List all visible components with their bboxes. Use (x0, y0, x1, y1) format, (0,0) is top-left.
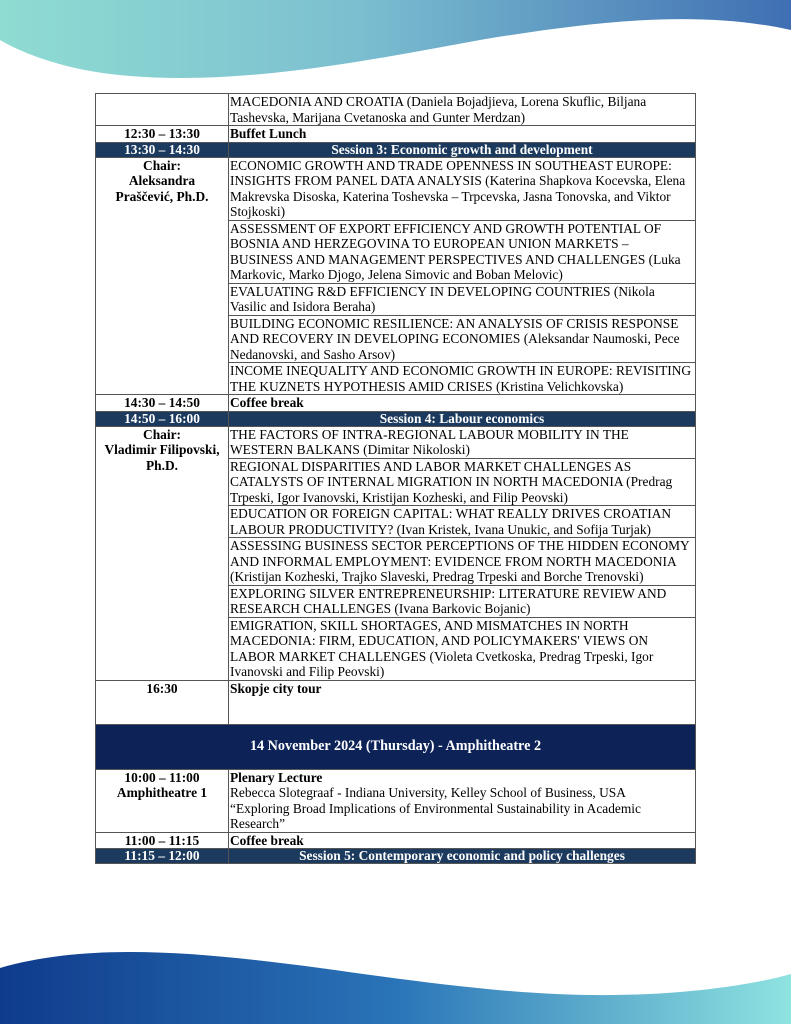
table-row (96, 395, 696, 412)
table-row (96, 126, 696, 143)
table-row (96, 157, 696, 220)
session-4-header (96, 411, 696, 426)
day-header-row (96, 724, 696, 769)
paper-entry: THE FACTORS OF INTRA-REGIONAL LABOUR MOBILITY IN THE WESTERN BALKANS (Dimitar Nikoloski) (229, 426, 696, 458)
bottom-wave-decoration (0, 940, 791, 1024)
plenary-speaker: Rebecca Slotegraaf - Indiana University, Kelley School of Business, USA (230, 785, 626, 800)
table-row (96, 680, 696, 724)
plenary-talk: “Exploring Broad Implications of Environmental Sustainability in Academic Research” (230, 800, 641, 831)
empty-cell (96, 94, 229, 126)
session-3-chair-text: Chair: Aleksandra Praščević, Ph.D. (115, 157, 209, 204)
session-3-time: 13:30 – 14:30 (96, 142, 229, 157)
top-wave-decoration (0, 0, 791, 90)
lunch-time: 12:30 – 13:30 (96, 126, 229, 143)
session-3-header (96, 142, 696, 157)
table-row (96, 426, 696, 458)
paper-entry: REGIONAL DISPARITIES AND LABOR MARKET CHALLENGES AS CATALYSTS OF INTERNAL MIGRATION IN NORTH MACEDONIA (Predrag Trpeski, Igor Ivanovski, Kristijan Kozheski, and Filip Peovski) (229, 458, 696, 506)
lunch-label: Buffet Lunch (229, 126, 696, 143)
table-row (96, 832, 696, 849)
coffee-break-1-label: Coffee break (229, 395, 696, 412)
paper-entry: BUILDING ECONOMIC RESILIENCE: AN ANALYSIS OF CRISIS RESPONSE AND RECOVERY IN DEVELOPING ECONOMIES (Aleksandar Naumoski, Pece Nedanovski, and Sasho Arsov) (229, 315, 696, 363)
paper-entry: EVALUATING R&D EFFICIENCY IN DEVELOPING COUNTRIES (Nikola Vasilic and Isidora Beraha) (229, 283, 696, 315)
session-4-chair (96, 426, 229, 680)
coffee-break-2-time: 11:00 – 11:15 (96, 832, 229, 849)
day-header: 14 November 2024 (Thursday) - Amphitheatre 2 (96, 724, 696, 769)
plenary-time: 10:00 – 11:00 (124, 769, 200, 785)
session-4-chair-text: Chair: Vladimir Filipovski, Ph.D. (104, 426, 220, 473)
session-5-title: Session 5: Contemporary economic and policy challenges (229, 849, 696, 864)
session-4-time: 14:50 – 16:00 (96, 411, 229, 426)
paper-entry: INCOME INEQUALITY AND ECONOMIC GROWTH IN EUROPE: REVISITING THE KUZNETS HYPOTHESIS AMID CRISES (Kristina Velichkovska) (229, 363, 696, 395)
session-3-chair (96, 157, 229, 395)
session-3-title: Session 3: Economic growth and development (229, 142, 696, 157)
table-row (96, 769, 696, 832)
paper-entry: ECONOMIC GROWTH AND TRADE OPENNESS IN SOUTHEAST EUROPE: INSIGHTS FROM PANEL DATA ANALYSIS (Katerina Shapkova Kocevska, Elena Makrevska Disoska, Katerina Toshevska – Trpcevska, Jasna Tonovska, and Viktor Stojkoski) (229, 157, 696, 220)
paper-entry: EMIGRATION, SKILL SHORTAGES, AND MISMATCHES IN NORTH MACEDONIA: FIRM, EDUCATION, AND POLICYMAKERS' VIEWS ON LABOR MARKET CHALLENGES (Violeta Cvetkoska, Predrag Trpeski, Igor Ivanovski and Filip Peovski) (229, 617, 696, 680)
session-5-time: 11:15 – 12:00 (96, 849, 229, 864)
session-5-header (96, 849, 696, 864)
city-tour-label: Skopje city tour (229, 680, 696, 724)
plenary-room: Amphitheatre 1 (116, 785, 208, 800)
session-4-title: Session 4: Labour economics (229, 411, 696, 426)
table-row (96, 94, 696, 126)
paper-entry: MACEDONIA AND CROATIA (Daniela Bojadjieva, Lorena Skuflic, Biljana Tashevska, Marijana Cvetanoska and Gunter Merdzan) (229, 94, 696, 126)
paper-entry: EXPLORING SILVER ENTREPRENEURSHIP: LITERATURE REVIEW AND RESEARCH CHALLENGES (Ivana Barkovic Bojanic) (229, 585, 696, 617)
paper-entry: ASSESSMENT OF EXPORT EFFICIENCY AND GROWTH POTENTIAL OF BOSNIA AND HERZEGOVINA TO EUROPEAN UNION MARKETS – BUSINESS AND MANAGEMENT PERSPECTIVES AND CHALLENGES (Luka Markovic, Marko Djogo, Jelena Simovic and Boban Melovic) (229, 220, 696, 283)
coffee-break-1-time: 14:30 – 14:50 (96, 395, 229, 412)
schedule-table (95, 93, 696, 864)
paper-entry: EDUCATION OR FOREIGN CAPITAL: WHAT REALLY DRIVES CROATIAN LABOUR PRODUCTIVITY? (Ivan Kristek, Ivana Unukic, and Sofija Turjak) (229, 506, 696, 538)
plenary-cell (229, 769, 696, 832)
coffee-break-2-label: Coffee break (229, 832, 696, 849)
city-tour-time: 16:30 (96, 680, 229, 724)
paper-entry: ASSESSING BUSINESS SECTOR PERCEPTIONS OF THE HIDDEN ECONOMY AND INFORMAL EMPLOYMENT: EVIDENCE FROM NORTH MACEDONIA (Kristijan Kozheski, Trajko Slaveski, Predrag Trpeski and Borche Trenovski) (229, 538, 696, 586)
plenary-time-cell (96, 769, 229, 832)
plenary-title: Plenary Lecture (230, 769, 323, 785)
